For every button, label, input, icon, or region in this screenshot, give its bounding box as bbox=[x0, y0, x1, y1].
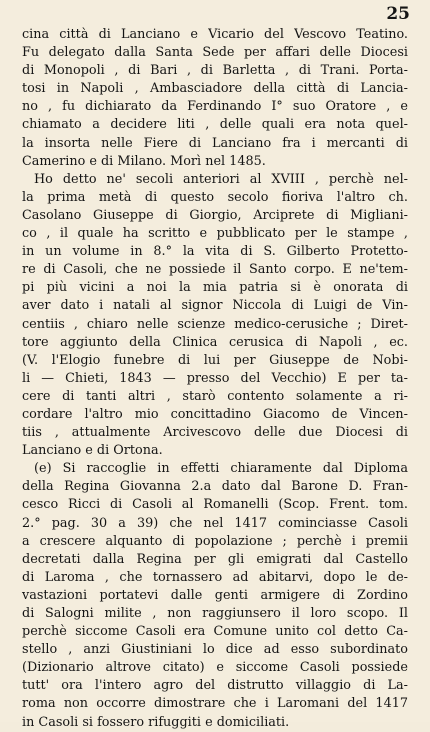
text-line: Lanciano e di Ortona. bbox=[22, 443, 163, 459]
text-line: Casolano Giuseppe di Giorgio, Arciprete di Migliani- bbox=[22, 207, 408, 223]
text-line: (V. l'Elogio funebre di lui per Giuseppe de Nobi- bbox=[22, 352, 408, 368]
text-line: di Laroma , che tornassero ad abitarvi, dopo le de- bbox=[22, 569, 408, 585]
text-line: di Monopoli , di Bari , di Barletta , di Trani. Porta- bbox=[22, 63, 408, 79]
text-line: tiis , attualmente Arcivescovo delle due Diocesi di bbox=[22, 425, 408, 441]
text-line: decretati dalla Regina per gli emigrati dal Castello bbox=[22, 551, 408, 567]
text-line: (e) Si raccoglie in effetti chiaramente dal Diploma bbox=[34, 461, 408, 477]
text-line: cere di tanti altri , starò contento solamente a ri- bbox=[22, 388, 408, 404]
text-line: a crescere alquanto di popolazione ; perchè i premii bbox=[22, 533, 408, 549]
text-line: no , fu dichiarato da Ferdinando I° suo Oratore , e bbox=[22, 99, 408, 115]
text-line: pi più vicini a noi la mia patria si è onorata di bbox=[22, 280, 408, 296]
page-text bbox=[22, 26, 408, 732]
text-line: centiis , chiaro nelle scienze medico-cerusiche ; Diret- bbox=[22, 316, 408, 332]
text-line: chiamato a decidere liti , delle quali era nota quel- bbox=[22, 117, 408, 133]
text-line: co , il quale ha scritto e pubblicato per le stampe , bbox=[22, 226, 408, 242]
text-line: tosi in Napoli , Ambasciadore della città di Lancia- bbox=[22, 81, 408, 97]
text-line: roma non occorre dimostrare che i Laromani del 1417 bbox=[22, 696, 408, 712]
text-line: di Salogni milite , non raggiunsero il loro scopo. Il bbox=[22, 606, 408, 621]
text-line: in un volume in 8.° la vita di S. Gilberto Protetto- bbox=[22, 244, 408, 260]
text-line: tutt' ora l'intero agro del distrutto villaggio di La- bbox=[22, 678, 408, 694]
text-line: perchè siccome Casoli era Comune unito col detto Ca- bbox=[22, 624, 408, 640]
text-line: Fu delegato dalla Santa Sede per affari delle Diocesi bbox=[22, 45, 408, 61]
text-line: la insorta nelle Fiere di Lanciano fra i mercanti di bbox=[22, 135, 408, 151]
text-line: della Regina Giovanna 2.a dato dal Barone D. Fran- bbox=[22, 479, 408, 495]
text-line: re di Casoli, che ne possiede il Santo corpo. E ne'tem- bbox=[22, 262, 408, 278]
text-line: vastazioni portatevi dalle genti armigere di Zordino bbox=[22, 587, 408, 603]
text-line: Camerino e di Milano. Morì nel 1485. bbox=[22, 153, 266, 169]
text-line: Ho detto ne' secoli anteriori al XVIII , perchè nel- bbox=[34, 171, 408, 187]
text-line: li — Chieti, 1843 — presso del Vecchio) E per ta- bbox=[22, 370, 408, 386]
text-line: (Dizionario altrove citato) e siccome Casoli possiede bbox=[22, 660, 408, 676]
text-line: cesco Ricci di Casoli al Romanelli (Scop. Frent. tom. bbox=[22, 497, 408, 513]
text-line: tore aggiunto della Clinica cerusica di Napoli , ec. bbox=[22, 334, 408, 350]
text-line: la prima metà di questo secolo fioriva l'altro ch. bbox=[22, 189, 408, 205]
text-line: 2.° pag. 30 a 39) che nel 1417 cominciasse Casoli bbox=[22, 515, 408, 531]
text-line: in Casoli si fossero rifuggiti e domiciliati. bbox=[22, 714, 290, 730]
text-line: stello , anzi Giustiniani lo dice ad esso subordinato bbox=[22, 642, 408, 658]
page-number: 25 bbox=[386, 4, 410, 24]
text-line: cina città di Lanciano e Vicario del Vescovo Teatino. bbox=[22, 27, 408, 42]
text-line: aver dato i natali al signor Niccola di Luigi de Vin- bbox=[22, 298, 408, 314]
text-line: cordare l'altro mio concittadino Giacomo de Vincen- bbox=[22, 406, 408, 422]
